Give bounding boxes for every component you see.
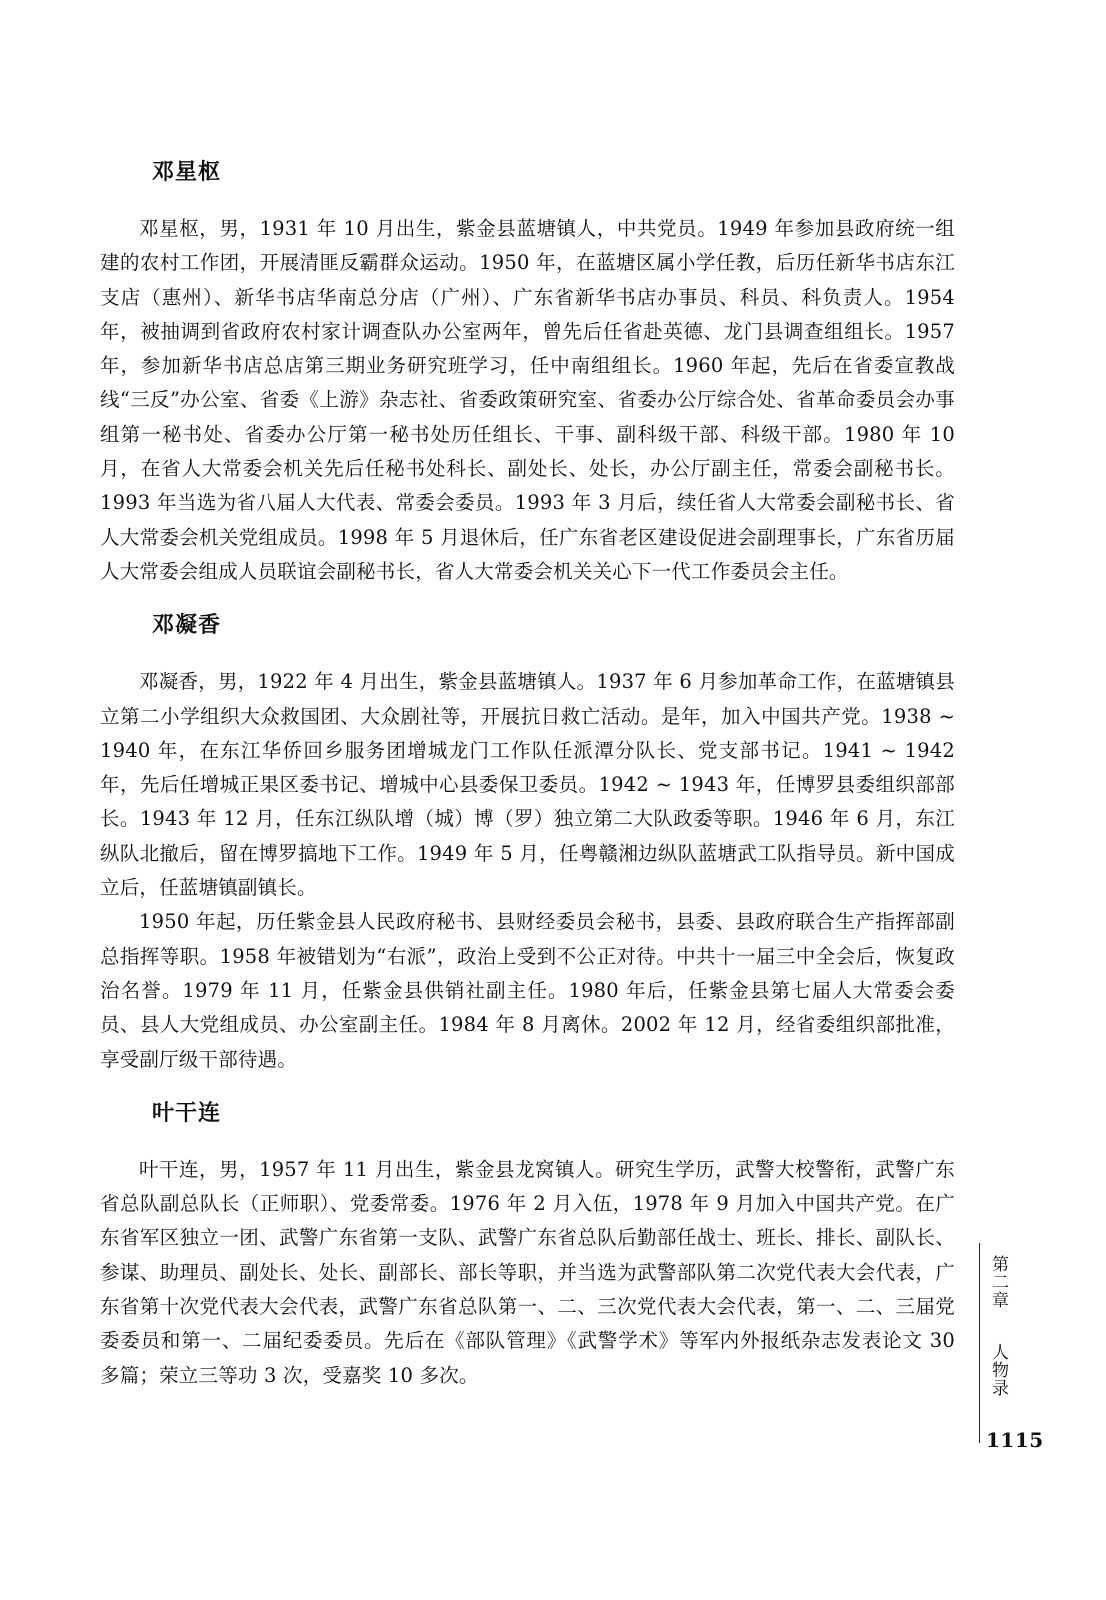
page-content <box>100 150 955 1393</box>
entry-paragraph: 1950 年起，历任紫金县人民政府秘书、县财经委员会秘书，县委、县政府联合生产指挥部副总指挥等职。1958 年被错划为“右派”，政治上受到不公正对待。中共十一届三中全会后，恢复政治名誉。1979 年 11 月，任紫金县供销社副主任。1980 年后，任紫金县第七届人大常委会委员、县人大党组成员、办公室副主任。1984 年 8 月离休。2002 年 12 月，经省委组织部批准，享受副厅级干部待遇。 <box>100 910 955 1071</box>
margin-divider <box>979 1243 980 1443</box>
section-label: 人物录 <box>988 1343 1008 1397</box>
entry-name: 叶干连 <box>152 1100 222 1126</box>
chapter-label: 第二章 <box>988 1255 1008 1309</box>
entry-name: 邓凝香 <box>152 613 222 639</box>
entry-name: 邓星枢 <box>152 160 222 185</box>
entry-paragraph: 邓星枢，男，1931 年 10 月出生，紫金县蓝塘镇人，中共党员。1949 年参加县政府统一组建的农村工作团，开展清匪反霸群众运动。1950 年，在蓝塘区属小学任教，后历任新华书店东江支店（惠州）、新华书店华南总分店（广州）、广东省新华书店办事员、科员、科负责人。1954 年，被抽调到省政府农村家计调查队办公室两年，曾先后任省赴英德、龙门县调查组组长。1957 年，参加新华书店总店第三期业务研究班学习，任中南组组长。1960 年起，先后在省委宣教战线“三反”办公室、省委《上游》杂志社、省委政策研究室、省委办公厅综合处、省革命委员会办事组第一秘书处、省委办公厅第一秘书处历任组长、干事、副科级干部、科级干部。1980 年 10 月，在省人大常委会机关先后任秘书处科长、副处长、处长，办公厅副主任，常委会副秘书长。1993 年当选为省八届人大代表、常委会委员。1993 年 3 月后，续任省人大常委会副秘书长、省人大常委会机关党组成员。1998 年 5 月退休后，任广东省老区建设促进会副理事长，广东省历届人大常委会组成人员联谊会副秘书长，省人大常委会机关关心下一代工作委员会主任。 <box>100 217 955 583</box>
biography-entry <box>100 158 955 589</box>
biography-entry <box>100 611 955 1077</box>
entry-paragraph: 叶干连，男，1957 年 11 月出生，紫金县龙窝镇人。研究生学历，武警大校警衔，武警广东省总队副总队长（正师职）、党委常委。1976 年 2 月入伍，1978 年 9 月加入中国共产党。在广东省军区独立一团、武警广东省第一支队、武警广东省总队后勤部任战士、班长、排长、副队长、参谋、助理员、副处长、处长、副部长、部长等职，并当选为武警部队第二次党代表大会代表，广东省第十次党代表大会代表，武警广东省总队第一、二、三次党代表大会代表，第一、二、三届党委委员和第一、二届纪委委员。先后在《部队管理》《武警学术》等军内外报纸杂志发表论文 30 多篇；荣立三等功 3 次，受嘉奖 10 多次。 <box>100 1157 955 1387</box>
entry-paragraph: 邓凝香，男，1922 年 4 月出生，紫金县蓝塘镇人。1937 年 6 月参加革命工作，在蓝塘镇县立第二小学组织大众救国团、大众剧社等，开展抗日救亡活动。是年，加入中国共产党。1938 ~ 1940 年，在东江华侨回乡服务团增城龙门工作队任派潭分队长、党支部书记。1941 ~ 1942 年，先后任增城正果区委书记、增城中心县委保卫委员。1942 ~ 1943 年，任博罗县委组织部部长。1943 年 12 月，任东江纵队增（城）博（罗）独立第二大队政委等职。1946 年 6 月，东江纵队北撤后，留在博罗搞地下工作。1949 年 5 月，任粤赣湘边纵队蓝塘武工队指导员。新中国成立后，任蓝塘镇副镇长。 <box>100 670 955 900</box>
page-number: 1115 <box>986 1428 1044 1452</box>
biography-entry <box>100 1099 955 1393</box>
